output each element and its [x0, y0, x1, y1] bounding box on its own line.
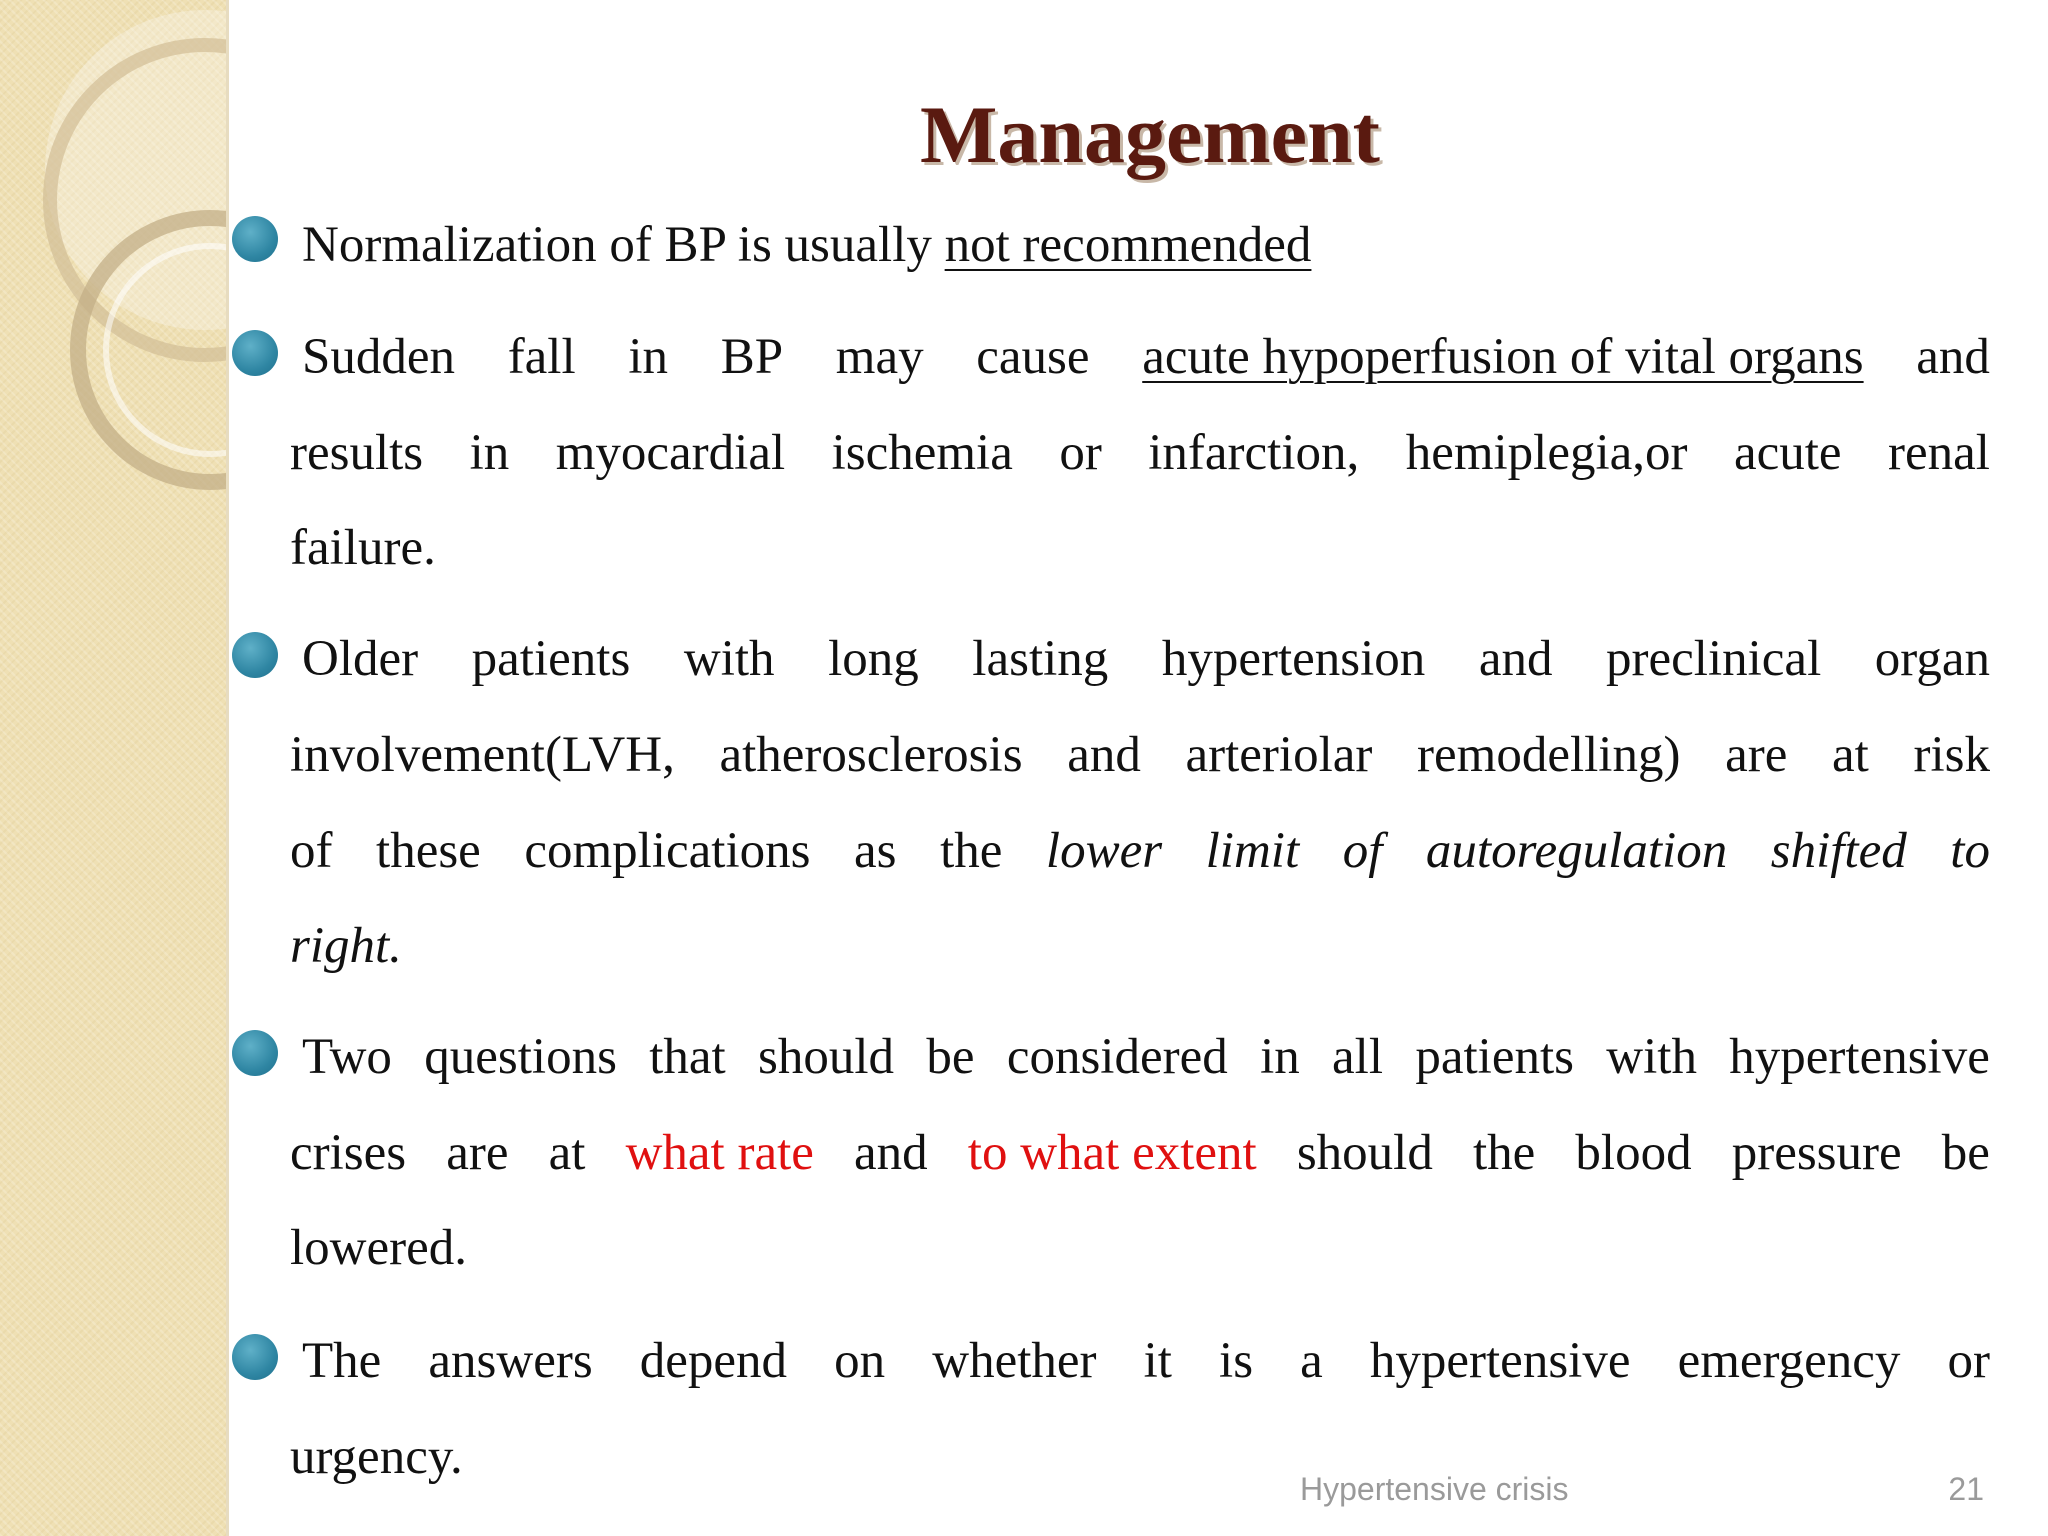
- bullet-3-line-1: [302, 630, 1990, 688]
- italic-word: of: [1342, 823, 1383, 879]
- word: and: [1478, 631, 1553, 687]
- word: the: [1472, 1125, 1536, 1181]
- word: preclinical: [1606, 631, 1822, 687]
- word: Sudden: [302, 329, 455, 385]
- bullet-3-line-2: [290, 726, 1990, 784]
- word: acute: [1733, 425, 1842, 481]
- word: involvement(LVH,: [290, 727, 675, 783]
- word: that: [649, 1029, 726, 1085]
- word: are: [446, 1125, 509, 1181]
- bullet-icon: [232, 1334, 278, 1380]
- page-title: Management: [919, 89, 1380, 180]
- word: and: [1067, 727, 1141, 783]
- word: BP: [720, 329, 784, 385]
- word: questions: [424, 1029, 617, 1085]
- word: pressure: [1731, 1125, 1902, 1181]
- word: complications: [524, 823, 811, 879]
- italic-word: limit: [1205, 823, 1300, 879]
- word: at: [1832, 727, 1869, 783]
- italic-word: lower: [1045, 823, 1163, 879]
- word: renal: [1888, 425, 1990, 481]
- word: depend: [639, 1333, 788, 1389]
- bullet-2-line-3: failure.: [290, 520, 436, 576]
- word: crises: [290, 1125, 407, 1181]
- word: patients: [1415, 1029, 1574, 1085]
- word: be: [926, 1029, 975, 1085]
- word: with: [683, 631, 775, 687]
- word: fall: [507, 329, 576, 385]
- word: in: [628, 329, 669, 385]
- word: and: [1916, 329, 1990, 385]
- word: in: [1260, 1029, 1300, 1085]
- word: Older: [302, 631, 419, 687]
- word: in: [469, 425, 510, 481]
- italic-word: to: [1950, 823, 1990, 879]
- italic-word: autoregulation: [1425, 823, 1728, 879]
- word: hypertensive: [1369, 1333, 1631, 1389]
- word: on: [834, 1333, 886, 1389]
- word: atherosclerosis: [719, 727, 1023, 783]
- word: blood: [1575, 1125, 1692, 1181]
- text-span: Normalization of BP is usually: [302, 217, 945, 273]
- bullet-4-line-2: [290, 1124, 1990, 1182]
- word: with: [1606, 1029, 1697, 1085]
- word: hemiplegia,or: [1405, 425, 1688, 481]
- slide-number: 21: [1948, 1471, 1984, 1507]
- bullet-icon: [232, 632, 278, 678]
- word: remodelling): [1417, 727, 1681, 783]
- word: emergency: [1677, 1333, 1901, 1389]
- bullet-3-line-4: right.: [290, 918, 402, 974]
- bullet-1-line-1: [302, 216, 1990, 274]
- italic-word: shifted: [1770, 823, 1907, 879]
- word: myocardial: [555, 425, 786, 481]
- word: all: [1332, 1029, 1384, 1085]
- word: at: [548, 1125, 586, 1181]
- word: a: [1300, 1333, 1323, 1389]
- footer-label: Hypertensive crisis: [1300, 1471, 1569, 1507]
- bullet-icon: [232, 216, 278, 262]
- bullet-4-line-1: [302, 1028, 1990, 1086]
- emphasis-phrase: to what extent: [967, 1125, 1257, 1181]
- word: Two: [302, 1029, 392, 1085]
- word: be: [1941, 1125, 1990, 1181]
- bullet-3-line-3: [290, 822, 1990, 880]
- word: may: [835, 329, 924, 385]
- word: results: [290, 425, 424, 481]
- bullet-2-line-2: [290, 424, 1990, 482]
- word: as: [854, 823, 897, 879]
- word: lasting: [972, 631, 1109, 687]
- word: cause: [976, 329, 1090, 385]
- word: should: [1296, 1125, 1433, 1181]
- word: long: [828, 631, 919, 687]
- word: and: [854, 1125, 928, 1181]
- word: ischemia: [831, 425, 1013, 481]
- word: whether: [932, 1333, 1097, 1389]
- word: infarction,: [1148, 425, 1360, 481]
- word: considered: [1006, 1029, 1228, 1085]
- word: the: [940, 823, 1003, 879]
- word: should: [758, 1029, 895, 1085]
- bullet-icon: [232, 1030, 278, 1076]
- word: or: [1947, 1333, 1990, 1389]
- word: are: [1725, 727, 1788, 783]
- emphasis-phrase: what rate: [625, 1125, 814, 1181]
- word: of: [290, 823, 333, 879]
- underlined-phrase: not recommended: [944, 217, 1312, 273]
- word: is: [1219, 1333, 1254, 1389]
- word: risk: [1913, 727, 1990, 783]
- bullet-icon: [232, 330, 278, 376]
- word: hypertension: [1161, 631, 1426, 687]
- bullet-5-line-2: urgency.: [290, 1429, 463, 1485]
- word: arteriolar: [1185, 727, 1373, 783]
- word: these: [376, 823, 481, 879]
- word: answers: [428, 1333, 593, 1389]
- word: or: [1059, 425, 1102, 481]
- underlined-phrase: acute hypoperfusion of vital organs: [1142, 329, 1864, 385]
- word: organ: [1874, 631, 1990, 687]
- bullet-4-line-3: lowered.: [290, 1220, 468, 1276]
- word: The: [302, 1333, 382, 1389]
- word: it: [1143, 1333, 1172, 1389]
- bullet-2-line-1: [302, 328, 1990, 386]
- word: hypertensive: [1729, 1029, 1990, 1085]
- bullet-5-line-1: [302, 1332, 1990, 1390]
- word: patients: [471, 631, 631, 687]
